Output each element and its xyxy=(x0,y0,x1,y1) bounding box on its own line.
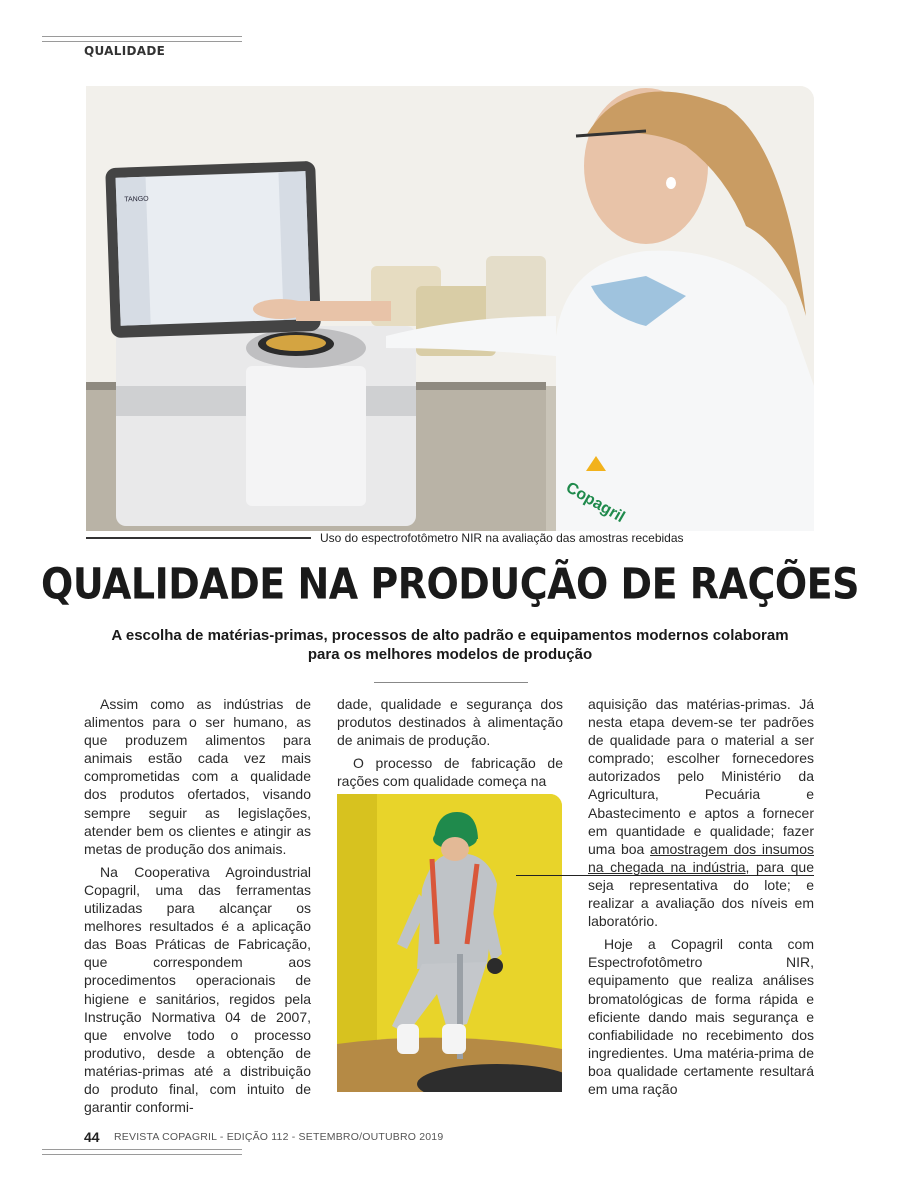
section-label: QUALIDADE xyxy=(84,44,166,58)
publication-footer: REVISTA COPAGRIL - EDIÇÃO 112 - SETEMBRO/OUTUBRO 2019 xyxy=(114,1131,444,1143)
header-rule xyxy=(42,36,242,37)
paragraph xyxy=(588,695,814,930)
text-span: , para que seja representativa do lote; e realizar a avaliação dos níveis em laboratório. xyxy=(588,858,814,930)
screen-tab-label: TANGO xyxy=(124,195,149,204)
page-number: 44 xyxy=(84,1129,100,1145)
subtitle-divider xyxy=(374,682,528,683)
highlighted-term: amostragem dos insumos na chegada na indústria xyxy=(588,840,814,875)
subtitle-line: A escolha de matérias-primas, processos de alto padrão e equipamentos modernos colaboram xyxy=(111,627,789,644)
paragraph: Na Cooperativa Agroindustrial Copagril, uma das ferramentas utilizadas para alcançar os melhores resultados é a aplicação das Boas Práticas de Fabricação, que correspondem aos procedimentos operacionais de higiene e sanitários, regidos pela Instrução Normativa 04 de 2007, que envolve todo o processo produtivo, desde a obtenção de matérias-primas até a distribuição do produto final, com intuito de garantir conformi- xyxy=(84,863,311,1116)
paragraph: dade, qualidade e segurança dos produtos destinados à alimentação de animais de produção. xyxy=(337,696,563,749)
paragraph: O processo de fabricação de rações com qualidade começa na xyxy=(337,755,563,790)
hero-photo xyxy=(86,86,814,531)
article-column-2 xyxy=(337,695,563,790)
article-subtitle xyxy=(60,626,840,664)
article-column-3 xyxy=(588,695,814,1098)
article-title: QUALIDADE NA PRODUÇÃO DE RAÇÕES xyxy=(41,559,859,609)
header-rule xyxy=(42,41,242,42)
paragraph: Hoje a Copagril conta com Espectrofotômetro NIR, equipamento que realiza análises bromatológicas de forma rápida e eficiente dando mais segurança e confiabilidade no recebimento dos ingredientes. Uma matéria-prima de boa qualidade certamente resultará em uma ração xyxy=(588,936,814,1097)
paragraph: Assim como as indústrias de alimentos para o ser humano, as que produzem alimentos para animais estão cada vez mais comprometidas com a qualidade dos produtos ofertados, visando sempre seguir as legislações, atender bem os clientes e atingir as metas de produção dos animais. xyxy=(84,696,311,857)
subtitle-line: para os melhores modelos de produção xyxy=(307,646,593,663)
coat-logo-text: Copagril xyxy=(562,479,628,527)
text-span: aquisição das matérias-primas. Já nesta etapa devem-se ter padrões de qualidade para o material a ser comprado; escolher fornecedores autorizados pelo Ministério da Agricultura, Pecuária e Abastecimento e aptos a fornecer em quantidade e qualidade; fazer uma boa xyxy=(588,696,814,857)
worker-photo xyxy=(337,794,562,1092)
footer-rule xyxy=(42,1154,242,1155)
article-column-1 xyxy=(84,695,311,1116)
caption-rule xyxy=(86,537,311,539)
footer-rule xyxy=(42,1149,242,1150)
photo-caption: Uso do espectrofotômetro NIR na avaliação das amostras recebidas xyxy=(320,531,684,545)
